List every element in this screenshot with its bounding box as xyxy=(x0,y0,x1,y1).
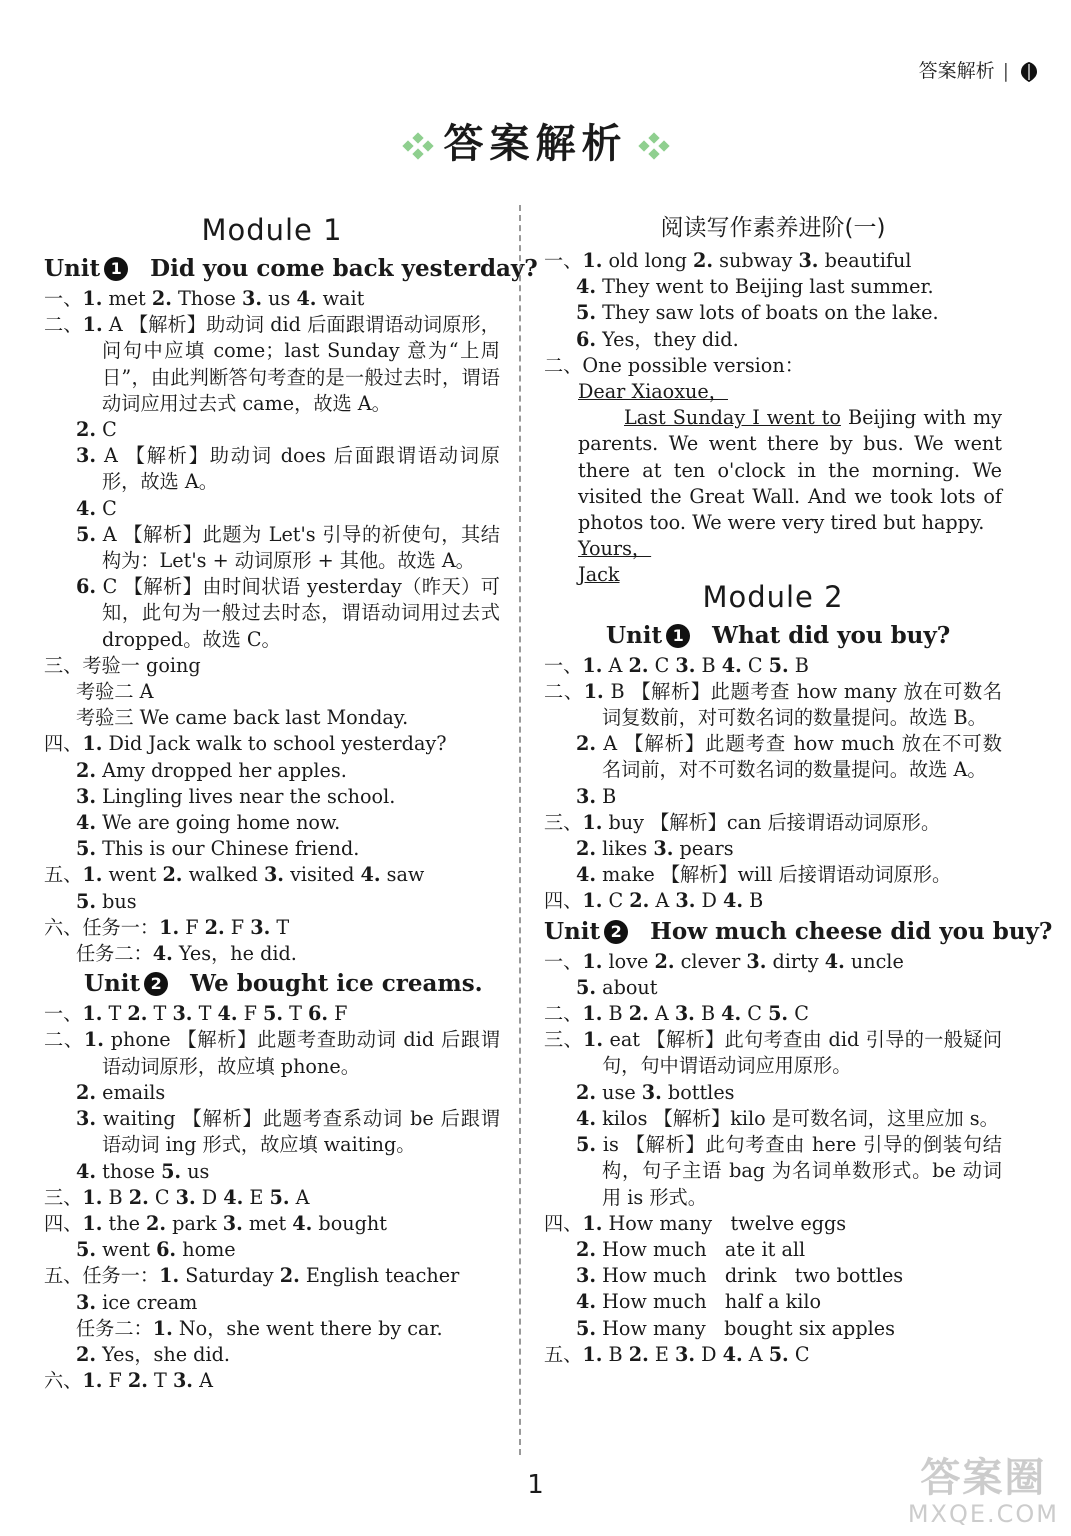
letter-signature: Jack xyxy=(578,563,620,587)
answer-line: 2. How much ate it all xyxy=(576,1237,806,1261)
answer-line: 三、1. buy 【解析】can 后接谓语动词原形。 xyxy=(544,810,941,834)
answer-line: 3. ice cream xyxy=(76,1290,198,1314)
answer-line: 4. kilos 【解析】kilo 是可数名词，这里应加 s。 xyxy=(576,1106,999,1130)
answer-line: 二、1. B 2. A 3. B 4. C 5. C xyxy=(544,1002,809,1026)
answer-line: 四、1. Did Jack walk to school yesterday? xyxy=(44,732,447,756)
unit-label: Unit xyxy=(544,917,601,945)
answer-line: 4. make 【解析】will 后接谓语动词原形。 xyxy=(576,863,952,887)
answer-line: 一、1. T 2. T 3. T 4. F 5. T 6. F xyxy=(44,1002,348,1026)
answer-line: 2. likes 3. pears xyxy=(576,837,734,861)
answer-line: 5. How many bought six apples xyxy=(576,1316,895,1340)
answer-line: 一、1. met 2. Those 3. us 4. wait xyxy=(44,287,365,310)
unit-title: How much cheese did you buy? xyxy=(650,917,1053,945)
answer-line: 二、1. B 【解析】此题考查 how many 放在可数名词复数前，对可数名词的数量提问。故选 B。 xyxy=(544,679,1003,730)
unit-heading xyxy=(544,619,1002,653)
answer-line: 四、1. How many twelve eggs xyxy=(544,1211,847,1235)
answer-line: 5. A 【解析】此题为 Let's 引导的祈使句，其结构为：Let's + 动词原形 + 其他。故选 A。 xyxy=(76,522,500,573)
answer-line: 5. They saw lots of boats on the lake. xyxy=(576,301,939,325)
answer-line: 二、One possible version： xyxy=(544,353,804,377)
answer-line: 四、1. the 2. park 3. met 4. bought xyxy=(44,1211,387,1235)
page-number: 1 xyxy=(527,1470,544,1500)
answer-line: 3. B xyxy=(576,784,617,808)
unit-heading xyxy=(44,252,538,286)
answer-line: 5. This is our Chinese friend. xyxy=(76,837,360,861)
answer-line: 三、1. B 2. C 3. D 4. E 5. A xyxy=(44,1185,310,1209)
section-label: 答案解析 xyxy=(918,60,995,82)
module-heading: Module 1 xyxy=(201,213,343,247)
letter-body: Last Sunday I went to Beijing with my parents. We went there by bus. We went there at ten o'clock in the morning. We visited the Great Wall. And we took lots of photos too. We were very tired but happy. xyxy=(578,406,1003,535)
answer-line: 5. went 6. home xyxy=(76,1238,236,1262)
answer-line: 二、1. phone 【解析】此题考查助动词 did 后跟谓语动词原形，故应填 phone。 xyxy=(44,1028,500,1078)
answer-line: 任务二：1. No，she went there by car. xyxy=(76,1316,443,1340)
unit-number-badge: 1 xyxy=(104,257,128,281)
answer-line: 考验三 We came back last Monday. xyxy=(76,706,409,730)
answer-line: 一、1. old long 2. subway 3. beautiful xyxy=(544,249,912,272)
answer-line: 3. Lingling lives near the school. xyxy=(76,784,396,808)
page-header: 答案解析 | xyxy=(919,56,1041,83)
answer-line: 2. use 3. bottles xyxy=(576,1080,735,1104)
answer-line: 3. How much drink two bottles xyxy=(576,1264,904,1288)
letter-closing: Yours， xyxy=(578,537,652,561)
unit-title: Did you come back yesterday? xyxy=(150,255,538,282)
letter-greeting: Dear Xiaoxue， xyxy=(578,380,728,404)
diamond-ornament-icon xyxy=(636,131,672,161)
answer-line: 三、考验一 going xyxy=(44,653,201,677)
right-column xyxy=(544,208,1053,1368)
unit-number-badge: 2 xyxy=(604,920,628,944)
answer-line: 5. is 【解析】此句考查由 here 引导的倒装句结构，句子主语 bag 为名词单数形式。be 动词用 is 形式。 xyxy=(576,1133,1002,1209)
unit-label: Unit xyxy=(606,621,663,649)
answer-line: 4. C xyxy=(76,496,117,520)
answer-line: 三、1. eat 【解析】此句考查由 did 引导的一般疑问句，句中谓语动词应用原形。 xyxy=(544,1028,1003,1078)
answer-line: 6. Yes，they did. xyxy=(576,327,739,351)
diamond-ornament-icon xyxy=(400,131,436,161)
answer-line: 3. A 【解析】助动词 does 后面跟谓语动词原形，故选 A。 xyxy=(76,444,500,494)
page-title-text: 答案解析 xyxy=(443,121,628,167)
answer-line: 一、1. A 2. C 3. B 4. C 5. B xyxy=(544,653,809,677)
answer-line: 4. How much half a kilo xyxy=(576,1290,822,1314)
module-heading: Module 2 xyxy=(702,579,844,614)
unit-heading xyxy=(544,915,1053,949)
answer-line: 2. Amy dropped her apples. xyxy=(76,758,347,782)
answer-line: 六、任务一：1. F 2. F 3. T xyxy=(44,915,290,939)
page-title xyxy=(0,112,1071,169)
answer-line: 四、1. C 2. A 3. D 4. B xyxy=(544,889,764,913)
unit-number-badge: 1 xyxy=(666,624,690,648)
answer-line: 2. A 【解析】此题考查 how much 放在不可数名词前，对不可数名词的数量提问。故选 A。 xyxy=(576,732,1002,782)
answer-line: 考验二 A xyxy=(76,680,154,704)
answer-line: 2. Yes，she did. xyxy=(76,1342,230,1366)
answer-line: 一、1. love 2. clever 3. dirty 4. uncle xyxy=(544,949,904,973)
answer-line: 二、1. A 【解析】助动词 did 后面跟谓语动词原形，问句中应填 come；last Sunday 意为“上周日”，由此判断答句考查的是一般过去时，谓语动词应用过去式 came，故选 A。 xyxy=(44,313,500,415)
answer-line: 五、1. went 2. walked 3. visited 4. saw xyxy=(44,863,425,887)
answer-line: 5. about xyxy=(576,975,658,999)
left-column xyxy=(44,208,538,1394)
watermark-logo: 答案圈 MXQE.COM xyxy=(907,1455,1059,1528)
leaf-icon xyxy=(1017,61,1041,83)
answer-line: 3. waiting 【解析】此题考查系动词 be 后跟谓语动词 ing 形式，故应填 waiting。 xyxy=(76,1107,500,1157)
section-heading: 阅读写作素养进阶(一) xyxy=(660,215,886,241)
answer-line: 4. We are going home now. xyxy=(76,811,341,835)
answer-line: 4. those 5. us xyxy=(76,1159,210,1183)
answer-line: 2. C xyxy=(76,418,117,442)
answer-line: 任务二：4. Yes，he did. xyxy=(76,942,297,966)
column-divider xyxy=(519,205,521,1455)
answer-line: 6. C 【解析】由时间状语 yesterday（昨天）可知，此句为一般过去时态，谓语动词用过去式 dropped。故选 C。 xyxy=(76,575,500,651)
answer-line: 5. bus xyxy=(76,889,137,913)
unit-label: Unit xyxy=(44,255,101,282)
unit-title: We bought ice creams. xyxy=(190,970,483,998)
answer-line: 五、任务一：1. Saturday 2. English teacher xyxy=(44,1264,460,1288)
answer-line: 六、1. F 2. T 3. A xyxy=(44,1369,213,1393)
unit-label: Unit xyxy=(84,970,141,998)
answer-line: 4. They went to Beijing last summer. xyxy=(576,275,934,299)
unit-title: What did you buy? xyxy=(712,621,951,649)
answer-line: 五、1. B 2. E 3. D 4. A 5. C xyxy=(544,1342,810,1366)
answer-line: 2. emails xyxy=(76,1080,166,1104)
unit-number-badge: 2 xyxy=(144,972,168,996)
unit-heading xyxy=(44,967,500,1001)
